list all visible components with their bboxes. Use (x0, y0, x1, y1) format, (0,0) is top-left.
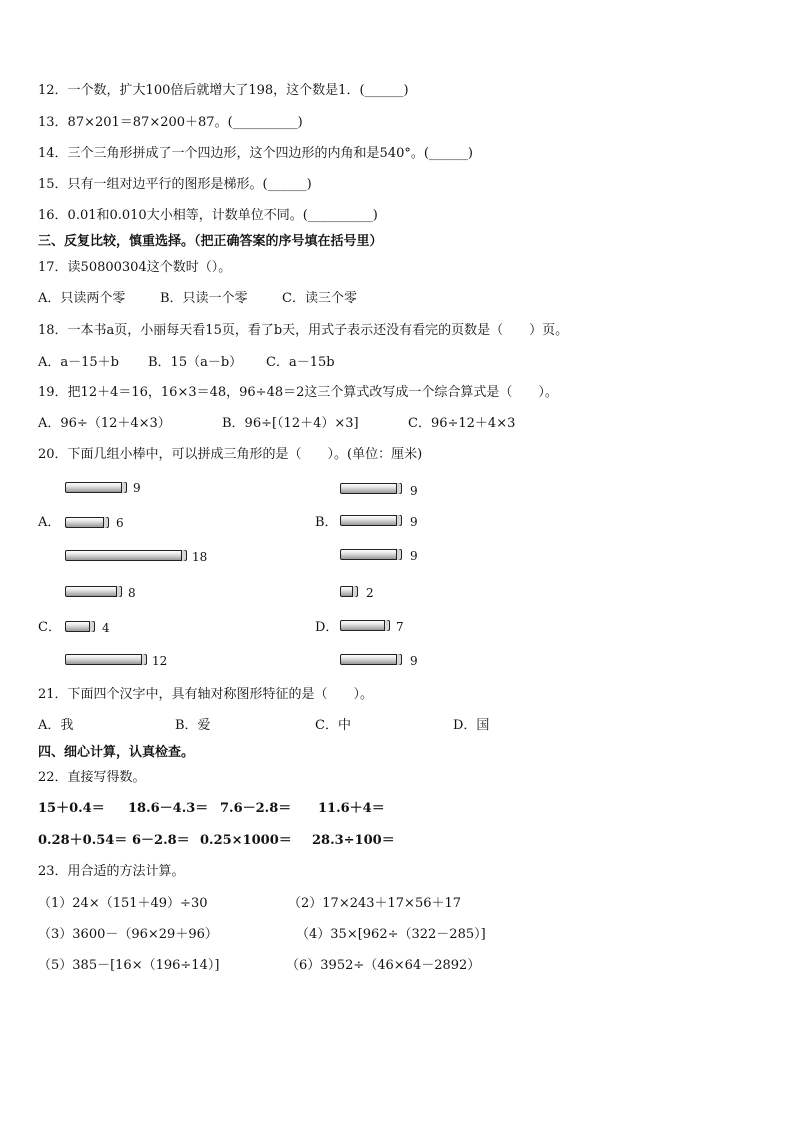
q21-option-c: C．中 (315, 718, 351, 733)
q23-item-2: （2）17×243＋17×56＋17 (288, 896, 462, 911)
q21-option-b: B．爱 (175, 718, 211, 733)
q22-expr-5: 0.28＋0.54＝ (38, 833, 128, 848)
rod-a-3 (65, 550, 187, 561)
q20-option-a-label: A． (38, 515, 61, 530)
section-3-heading: 三、反复比较，慎重选择。（把正确答案的序号填在括号里） (38, 234, 383, 249)
rod-c-2 (65, 621, 95, 632)
rod-c-2-length: 4 (102, 621, 110, 635)
rod-b-2-length: 9 (410, 515, 418, 529)
question-14: 14．三个三角形拼成了一个四边形，这个四边形的内角和是540°。(______) (38, 146, 473, 161)
question-15: 15．只有一组对边平行的图形是梯形。(______) (38, 177, 312, 192)
question-17: 17．读50800304这个数时（）。 (38, 260, 232, 275)
section-4-heading: 四、细心计算，认真检查。 (38, 745, 195, 760)
rod-d-2 (340, 620, 390, 631)
rod-d-3-length: 9 (410, 654, 418, 668)
rod-a-1-length: 9 (133, 481, 141, 495)
rod-a-2-length: 6 (116, 516, 124, 530)
rod-c-3 (65, 654, 147, 665)
rod-c-3-length: 12 (152, 654, 168, 668)
question-13: 13．87×201＝87×200＋87。(__________) (38, 115, 303, 130)
question-16: 16．0.01和0.010大小相等，计数单位不同。(__________) (38, 208, 378, 223)
rod-b-3 (340, 549, 402, 560)
q23-item-3: （3）3600－（96×29＋96） (38, 927, 218, 942)
rod-b-3-length: 9 (410, 549, 418, 563)
q22-expr-8: 28.3÷100＝ (312, 833, 395, 848)
q20-option-c-label: C． (38, 620, 61, 635)
question-12: 12．一个数，扩大100倍后就增大了198，这个数是1．(______) (38, 83, 409, 98)
q22-expr-6: 6－2.8＝ (132, 833, 190, 848)
q18-option-b: B．15（a－b） (148, 355, 243, 370)
q21-option-a: A．我 (38, 718, 74, 733)
rod-a-1 (65, 482, 127, 493)
question-22: 22．直接写得数。 (38, 770, 146, 785)
q23-item-6: （6）3952÷（46×64－2892） (286, 958, 481, 973)
q23-item-1: （1）24×（151＋49）÷30 (38, 896, 208, 911)
rod-c-1 (65, 586, 122, 597)
question-23: 23．用合适的方法计算。 (38, 864, 185, 879)
rod-b-2 (340, 515, 402, 526)
q22-expr-7: 0.25×1000＝ (200, 833, 292, 848)
q18-option-c: C．a－15b (266, 355, 335, 370)
rod-b-1 (340, 483, 402, 494)
rod-d-3 (340, 654, 402, 665)
q17-option-c: C．读三个零 (282, 291, 357, 306)
q22-expr-2: 18.6－4.3＝ (128, 801, 209, 816)
question-21: 21．下面四个汉字中，具有轴对称图形特征的是（ ）。 (38, 687, 374, 702)
question-18: 18．一本书a页，小丽每天看15页，看了b天，用式子表示还没有看完的页数是（ ）页。 (38, 323, 569, 338)
q22-expr-4: 11.6＋4＝ (318, 801, 385, 816)
q20-option-d-label: D． (315, 620, 339, 635)
question-19: 19．把12＋4＝16，16×3＝48，96÷48＝2这三个算式改写成一个综合算式是（ ）。 (38, 385, 558, 400)
q23-item-4: （4）35×[962÷（322－285）] (296, 927, 486, 942)
q22-expr-3: 7.6－2.8＝ (220, 801, 292, 816)
rod-a-3-length: 18 (192, 550, 208, 564)
rod-a-2 (65, 517, 109, 528)
q23-item-5: （5）385－[16×（196÷14）] (38, 958, 220, 973)
rod-c-1-length: 8 (128, 586, 136, 600)
q21-option-d: D．国 (453, 718, 490, 733)
rod-d-1-length: 2 (366, 586, 374, 600)
q18-option-a: A．a－15＋b (38, 355, 120, 370)
q22-expr-1: 15＋0.4＝ (38, 801, 105, 816)
q19-option-c: C．96÷12＋4×3 (408, 416, 516, 431)
q17-option-b: B．只读一个零 (160, 291, 248, 306)
question-20: 20．下面几组小棒中，可以拼成三角形的是（ ）。(单位：厘米) (38, 447, 423, 462)
rod-d-1 (340, 586, 358, 597)
rod-b-1-length: 9 (410, 484, 418, 498)
q20-option-b-label: B． (315, 515, 338, 530)
q19-option-b: B．96÷[（12＋4）×3] (222, 416, 359, 431)
q19-option-a: A．96÷（12＋4×3） (38, 416, 171, 431)
q17-option-a: A．只读两个零 (38, 291, 126, 306)
rod-d-2-length: 7 (396, 620, 404, 634)
